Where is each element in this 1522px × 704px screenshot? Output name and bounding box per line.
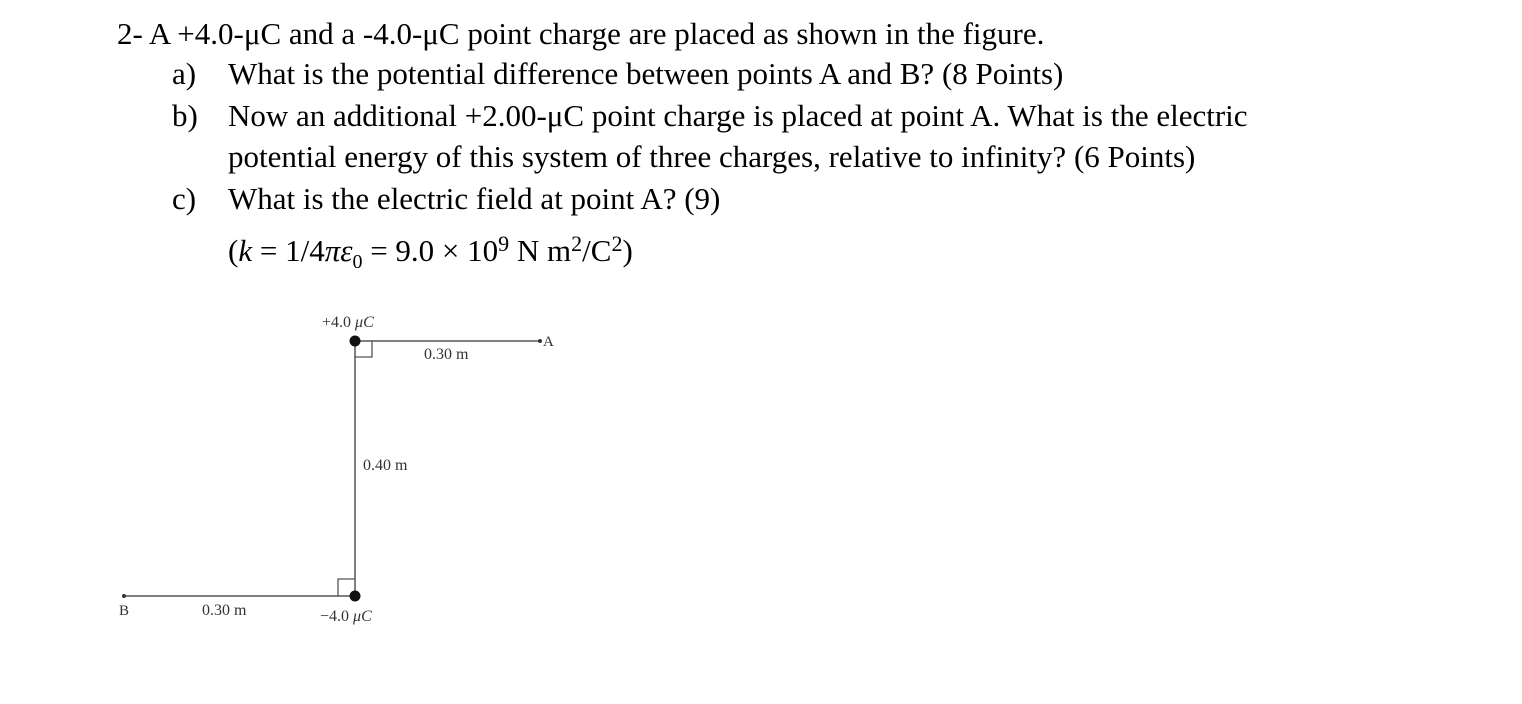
const-eps-sub: 0 xyxy=(352,251,363,273)
charge-figure xyxy=(0,280,1522,704)
positive-charge-value: +4.0 xyxy=(322,314,356,331)
part-a-letter: a) xyxy=(172,56,197,91)
const-open: ( xyxy=(228,233,239,268)
point-b-label: B xyxy=(119,603,130,619)
negative-charge-unit: μC xyxy=(353,608,372,625)
top-distance-label: 0.30 m xyxy=(424,346,469,363)
const-pi: π xyxy=(324,233,341,268)
part-c-letter: c) xyxy=(172,181,197,216)
part-b-text-line2: potential energy of this system of three charges, relative to infinity? (6 Points) xyxy=(228,139,1196,174)
coulomb-constant xyxy=(228,226,633,280)
const-exp9: 9 xyxy=(498,231,510,256)
part-c-text: What is the electric field at point A? (9) xyxy=(228,181,721,216)
positive-charge-dot xyxy=(350,336,361,347)
figure-drawing xyxy=(0,280,1522,704)
part-b-letter: b) xyxy=(172,98,198,133)
positive-charge-label xyxy=(322,314,374,332)
part-b-text-line1: Now an additional +2.00-μC point charge is placed at point A. What is the electric xyxy=(228,98,1248,133)
const-exp2b: 2 xyxy=(611,231,623,256)
point-b-dot xyxy=(122,594,126,598)
point-a-dot xyxy=(538,339,542,343)
problem-text xyxy=(0,0,1522,280)
problem-stem: 2- A +4.0-μC and a -4.0-μC point charge are placed as shown in the figure. xyxy=(117,16,1045,51)
const-k: k xyxy=(238,233,253,268)
const-eq1: = 1/4 xyxy=(252,233,325,268)
part-a-text: What is the potential difference between points A and B? (8 Points) xyxy=(228,56,1064,91)
const-eps: ε xyxy=(340,233,353,268)
negative-charge-value: −4.0 xyxy=(320,608,354,625)
negative-charge-label xyxy=(320,608,372,626)
const-unit2: /C xyxy=(582,233,612,268)
const-close: ) xyxy=(622,233,633,268)
const-unit1: N m xyxy=(509,233,572,268)
positive-charge-unit: μC xyxy=(355,314,374,331)
const-eq2: = 9.0 × 10 xyxy=(362,233,499,268)
const-exp2a: 2 xyxy=(571,231,583,256)
bottom-distance-label: 0.30 m xyxy=(202,602,247,619)
negative-charge-dot xyxy=(350,591,361,602)
vertical-distance-label: 0.40 m xyxy=(363,457,408,474)
point-a-label: A xyxy=(543,334,554,350)
